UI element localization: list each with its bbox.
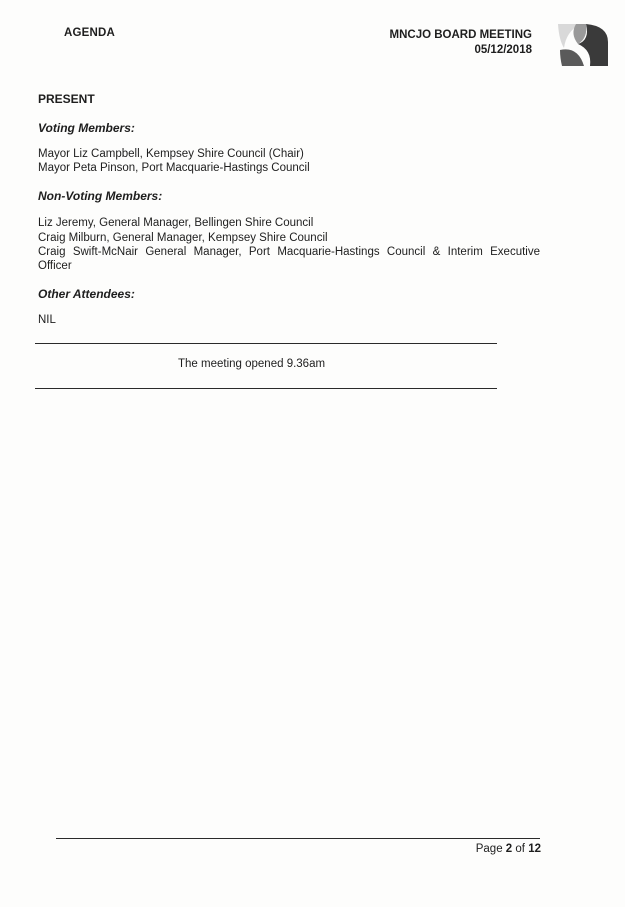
agenda-label: AGENDA xyxy=(64,27,116,39)
current-page: 2 xyxy=(505,843,513,855)
divider-top xyxy=(35,343,497,344)
other-attendees-value: NIL xyxy=(38,314,56,326)
non-voting-member-1: Liz Jeremy, General Manager, Bellingen Shire Council xyxy=(38,217,314,229)
voting-member-2: Mayor Peta Pinson, Port Macquarie-Hastings Council xyxy=(38,162,310,174)
voting-member-1: Mayor Liz Campbell, Kempsey Shire Council (Chair) xyxy=(38,148,304,160)
page-label: Page xyxy=(475,843,503,855)
non-voting-members-heading: Non-Voting Members: xyxy=(38,189,163,203)
meeting-opened-text: The meeting opened 9.36am xyxy=(178,358,326,370)
non-voting-member-3-continued: Officer xyxy=(38,260,72,272)
meeting-date: 05/12/2018 xyxy=(474,44,532,56)
voting-members-heading: Voting Members: xyxy=(38,121,135,135)
page-number xyxy=(476,843,541,855)
total-pages: 12 xyxy=(528,843,541,855)
non-voting-member-3: Craig Swift-McNair General Manager, Port Macquarie-Hastings Council & Interim Executive xyxy=(38,246,540,258)
present-heading: PRESENT xyxy=(38,92,95,106)
non-voting-member-2: Craig Milburn, General Manager, Kempsey Shire Council xyxy=(38,232,328,244)
footer-divider xyxy=(56,838,540,839)
other-attendees-heading: Other Attendees: xyxy=(38,287,135,301)
meeting-title: MNCJO BOARD MEETING xyxy=(389,29,532,41)
of-label: of xyxy=(515,843,525,855)
mncjo-logo-icon xyxy=(556,22,608,66)
meeting-header xyxy=(390,28,532,58)
divider-bottom xyxy=(35,388,497,389)
